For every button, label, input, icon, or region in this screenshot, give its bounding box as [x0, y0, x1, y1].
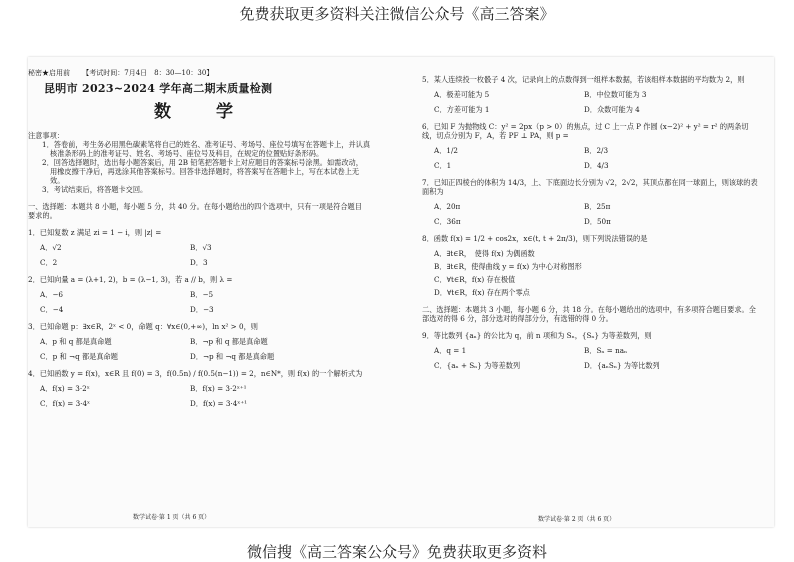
- question-stem: 9．等比数列 {aₙ} 的公比为 q，前 n 项和为 Sₙ，{Sₙ} 为等差数列，则: [422, 331, 652, 340]
- question-8: [422, 234, 762, 297]
- option: A．√2: [40, 242, 62, 252]
- subject-title: 数 学: [154, 101, 247, 122]
- option: C．{aₙ + Sₙ} 为等差数列: [434, 361, 521, 370]
- question-stem: 2．已知向量 a = (λ+1, 2)，b = (λ−1, 3)，若 a // b，则 λ =: [28, 274, 233, 284]
- exam-time: 【考试时间：7月4日 8：30—10：30】: [82, 69, 214, 77]
- option: D．50π: [584, 217, 611, 226]
- option: D．3: [190, 257, 208, 267]
- option: C．∀t∈R，f(x) 存在极值: [434, 275, 516, 284]
- section-1-heading: 一、选择题：本题共 8 小题，每小题 5 分，共 40 分。在每小题给出的四个选项中，只有一项是符合题目要求的。: [28, 201, 362, 220]
- exam-sheet: [28, 57, 774, 527]
- option: A．极差可能为 5: [434, 90, 490, 99]
- question-stem: 4．已知函数 y = f(x)，x∈R 且 f(0) = 3，f(0.5n) / f(0.5(n−1)) = 2，n∈N*，则 f(x) 的一个解析式为: [28, 368, 363, 378]
- question-5: [422, 75, 762, 114]
- option: B．Sₙ = naₙ: [584, 346, 628, 355]
- exam-meta: [28, 69, 383, 78]
- notice-item: 1．答卷前，考生务必用黑色碳素笔将自己的姓名、准考证号、考场号、座位号填写在答题卡上，并认真核准条形码上的准考证号、姓名、考场号、座位号及科目，在规定的位置贴好条形码。: [42, 139, 371, 158]
- question-stem: 3．已知命题 p：∃x∈R，2ˣ < 0，命题 q：∀x∈(0,+∞)，ln x² > 0，则: [28, 321, 258, 331]
- bottom-banner: 微信搜《高三答案公众号》免费获取更多资料: [246, 543, 547, 561]
- question-1: [28, 228, 368, 267]
- option: B．−5: [190, 289, 214, 299]
- option: A．∃t∈R， 使得 f(x) 为偶函数: [434, 249, 535, 258]
- option: B．¬p 和 q 都是真命题: [190, 336, 268, 346]
- option: D．f(x) = 3·4ˣ⁺¹: [190, 398, 248, 408]
- option: C．方差可能为 1: [434, 105, 490, 114]
- section-2-heading: 二、选择题：本题共 3 小题，每小题 6 分，共 18 分。在每小题给出的选项中，有多项符合题目要求。全部选对的得 6 分，部分选对的得部分分，有选错的得 0 分。: [422, 305, 756, 323]
- page-1: [28, 69, 383, 408]
- option: C．p 和 ¬q 都是真命题: [40, 351, 118, 361]
- option: D．∀t∈R，f(x) 存在两个零点: [434, 288, 530, 297]
- option: A．q = 1: [434, 346, 467, 355]
- option: A．−6: [40, 289, 63, 299]
- question-6: [422, 122, 762, 170]
- top-banner: 免费获取更多资料关注微信公众号《高三答案》: [239, 5, 555, 23]
- option: D．众数可能为 4: [584, 105, 640, 114]
- option: B．中位数可能为 3: [584, 90, 647, 99]
- question-4: [28, 369, 368, 408]
- option: A．f(x) = 3·2ˣ: [40, 383, 90, 393]
- option: D．¬p 和 ¬q 都是真命题: [190, 351, 275, 361]
- question-3: [28, 322, 368, 361]
- option: B．∃t∈R，使得曲线 y = f(x) 为中心对称图形: [434, 262, 582, 271]
- page-1-footer: 数学试卷·第 1 页（共 6 页）: [133, 514, 211, 521]
- option: C．1: [434, 161, 452, 170]
- question-stem: 8．函数 f(x) = 1/2 + cos2x，x∈(t, t + 2π/3)，则下列说法错误的是: [422, 234, 648, 243]
- page-2: [422, 71, 767, 370]
- page-2-footer: 数学试卷·第 2 页（共 6 页）: [538, 516, 616, 523]
- option: C．f(x) = 3·4ˣ: [40, 398, 91, 408]
- question-stem: 7．已知正四棱台的体积为 14/3，上、下底面边长分别为 √2，2√2，其顶点都在同一球面上，则该球的表面积为: [422, 178, 758, 196]
- question-9: [422, 331, 762, 370]
- question-2: [28, 275, 368, 314]
- school-title: 昆明市 2023~2024 学年高二期末质量检测: [44, 81, 273, 95]
- notice-item: 3．考试结束后，将答题卡交回。: [42, 184, 148, 194]
- question-stem: 5．某人连续投一枚骰子 4 次，记录向上的点数得到一组样本数据，若该组样本数据的平均数为 2，则: [422, 75, 745, 84]
- option: D．−3: [190, 304, 214, 314]
- option: A．p 和 q 都是真命题: [40, 336, 112, 346]
- option: C．−4: [40, 304, 64, 314]
- option: D．4/3: [584, 161, 609, 170]
- option: A．20π: [434, 202, 461, 211]
- option: B．√3: [190, 242, 212, 252]
- option: B．2/3: [584, 146, 609, 155]
- option: D．{aₙSₙ} 为等比数列: [584, 361, 660, 370]
- notice-item: 2．回答选择题时，选出每小题答案后，用 2B 铅笔把答题卡上对应题目的答案标号涂黑。如需改动，用橡皮擦干净后，再选涂其他答案标号。回答非选择题时，将答案写在答题卡上，写在本试卷上无效。: [42, 157, 363, 185]
- question-7: [422, 178, 762, 226]
- option: C．36π: [434, 217, 461, 226]
- question-stem: 1．已知复数 z 满足 zi = 1 − i，则 |z| =: [28, 227, 162, 237]
- option: C．2: [40, 257, 58, 267]
- option: B．25π: [584, 202, 611, 211]
- question-stem: 6．已知 F 为抛物线 C：y² = 2px（p > 0）的焦点，过 C 上一点 P 作圆 (x−2)² + y² = r² 的两条切线，切点分别为 F，A，若 PF ⊥ PA，则 p =: [422, 122, 749, 140]
- option: B．f(x) = 3·2ˣ⁺¹: [190, 383, 247, 393]
- notice-title: 注意事项：: [28, 130, 64, 140]
- secret-label: 秘密★启用前: [28, 69, 70, 77]
- option: A．1/2: [434, 146, 458, 155]
